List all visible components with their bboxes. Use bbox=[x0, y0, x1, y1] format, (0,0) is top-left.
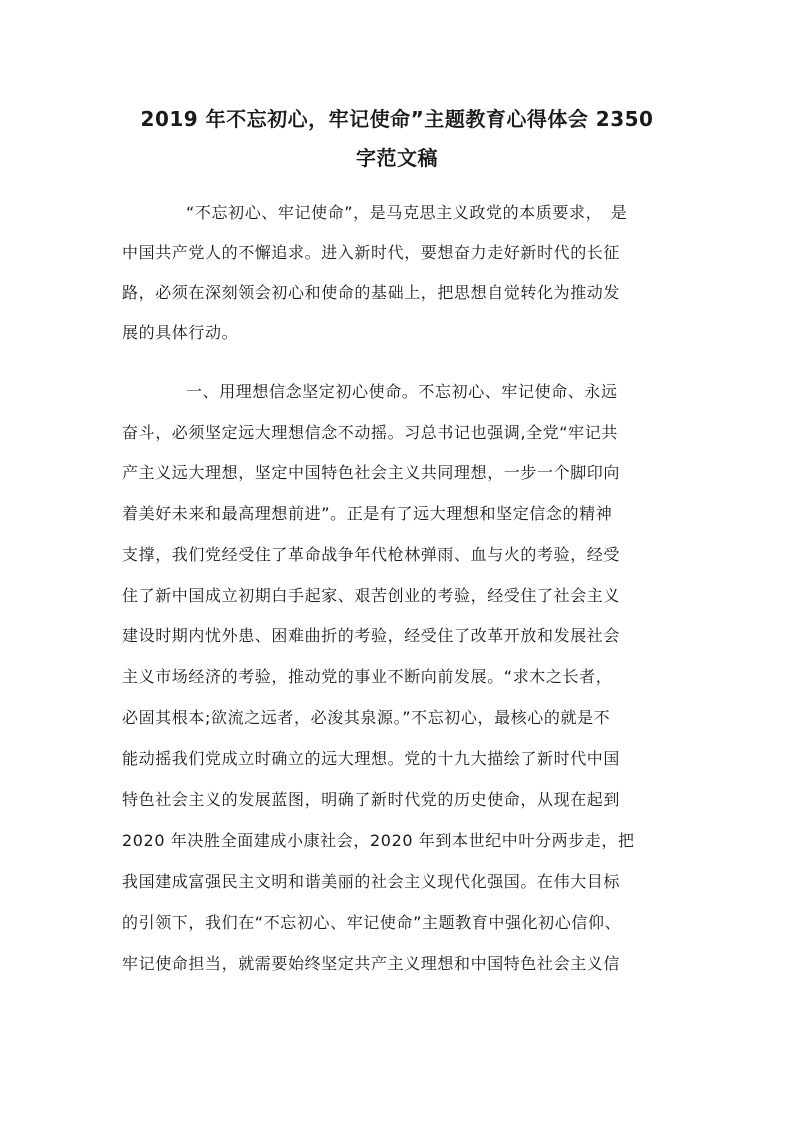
paragraph-line: 2020 年决胜全面建成小康社会，2020 年到本世纪中叶分两步走，把 bbox=[122, 831, 635, 850]
paragraph-line: 中国共产党人的不懈追求。进入新时代，要想奋力走好新时代的长征 bbox=[122, 243, 621, 262]
paragraph-line: 奋斗，必须坚定远大理想信念不动摇。习总书记也强调,全党“牢记共 bbox=[122, 423, 618, 442]
paragraph-line: 支撑，我们党经受住了革命战争年代枪林弹雨、血与火的考验，经受 bbox=[122, 545, 621, 564]
paragraph-line: 必固其根本;欲流之远者，必浚其泉源。”不忘初心，最核心的就是不 bbox=[122, 708, 611, 727]
paragraph-line: 能动摇我们党成立时确立的远大理想。党的十九大描绘了新时代中国 bbox=[122, 749, 621, 768]
paragraph-line: 牢记使命担当，就需要始终坚定共产主义理想和中国特色社会主义信 bbox=[122, 954, 621, 973]
paragraph-line: 的引领下，我们在“不忘初心、牢记使命”主题教育中强化初心信仰、 bbox=[122, 913, 622, 932]
paragraph-line: 着美好未来和最高理想前进”。正是有了远大理想和坚定信念的精神 bbox=[122, 504, 613, 523]
document-title-line-2: 字范文稿 bbox=[356, 146, 438, 170]
paragraph-line: 路，必须在深刻领会初心和使命的基础上，把思想自觉转化为推动发 bbox=[122, 283, 621, 302]
paragraph-line: 展的具体行动。 bbox=[122, 323, 239, 342]
paragraph-line: 特色社会主义的发展蓝图，明确了新时代党的历史使命，从现在起到 bbox=[122, 790, 621, 809]
document-title-line-1: 2019 年不忘初心，牢记使命”主题教育心得体会 2350 bbox=[140, 107, 654, 131]
paragraph-line: 住了新中国成立初期白手起家、艰苦创业的考验，经受住了社会主义 bbox=[122, 586, 621, 605]
paragraph-line: “不忘初心、牢记使命”，是马克思主义政党的本质要求， 是 bbox=[186, 203, 628, 222]
paragraph-line: 产主义远大理想，坚定中国特色社会主义共同理想，一步一个脚印向 bbox=[122, 463, 621, 482]
paragraph-line: 一、用理想信念坚定初心使命。不忘初心、牢记使命、永远 bbox=[186, 382, 618, 401]
paragraph-line: 主义市场经济的考验，推动党的事业不断向前发展。“求木之长者， bbox=[122, 667, 613, 686]
paragraph-line: 建设时期内忧外患、困难曲折的考验，经受住了改革开放和发展社会 bbox=[122, 626, 621, 645]
paragraph-line: 我国建成富强民主文明和谐美丽的社会主义现代化强国。在伟大目标 bbox=[122, 872, 621, 891]
